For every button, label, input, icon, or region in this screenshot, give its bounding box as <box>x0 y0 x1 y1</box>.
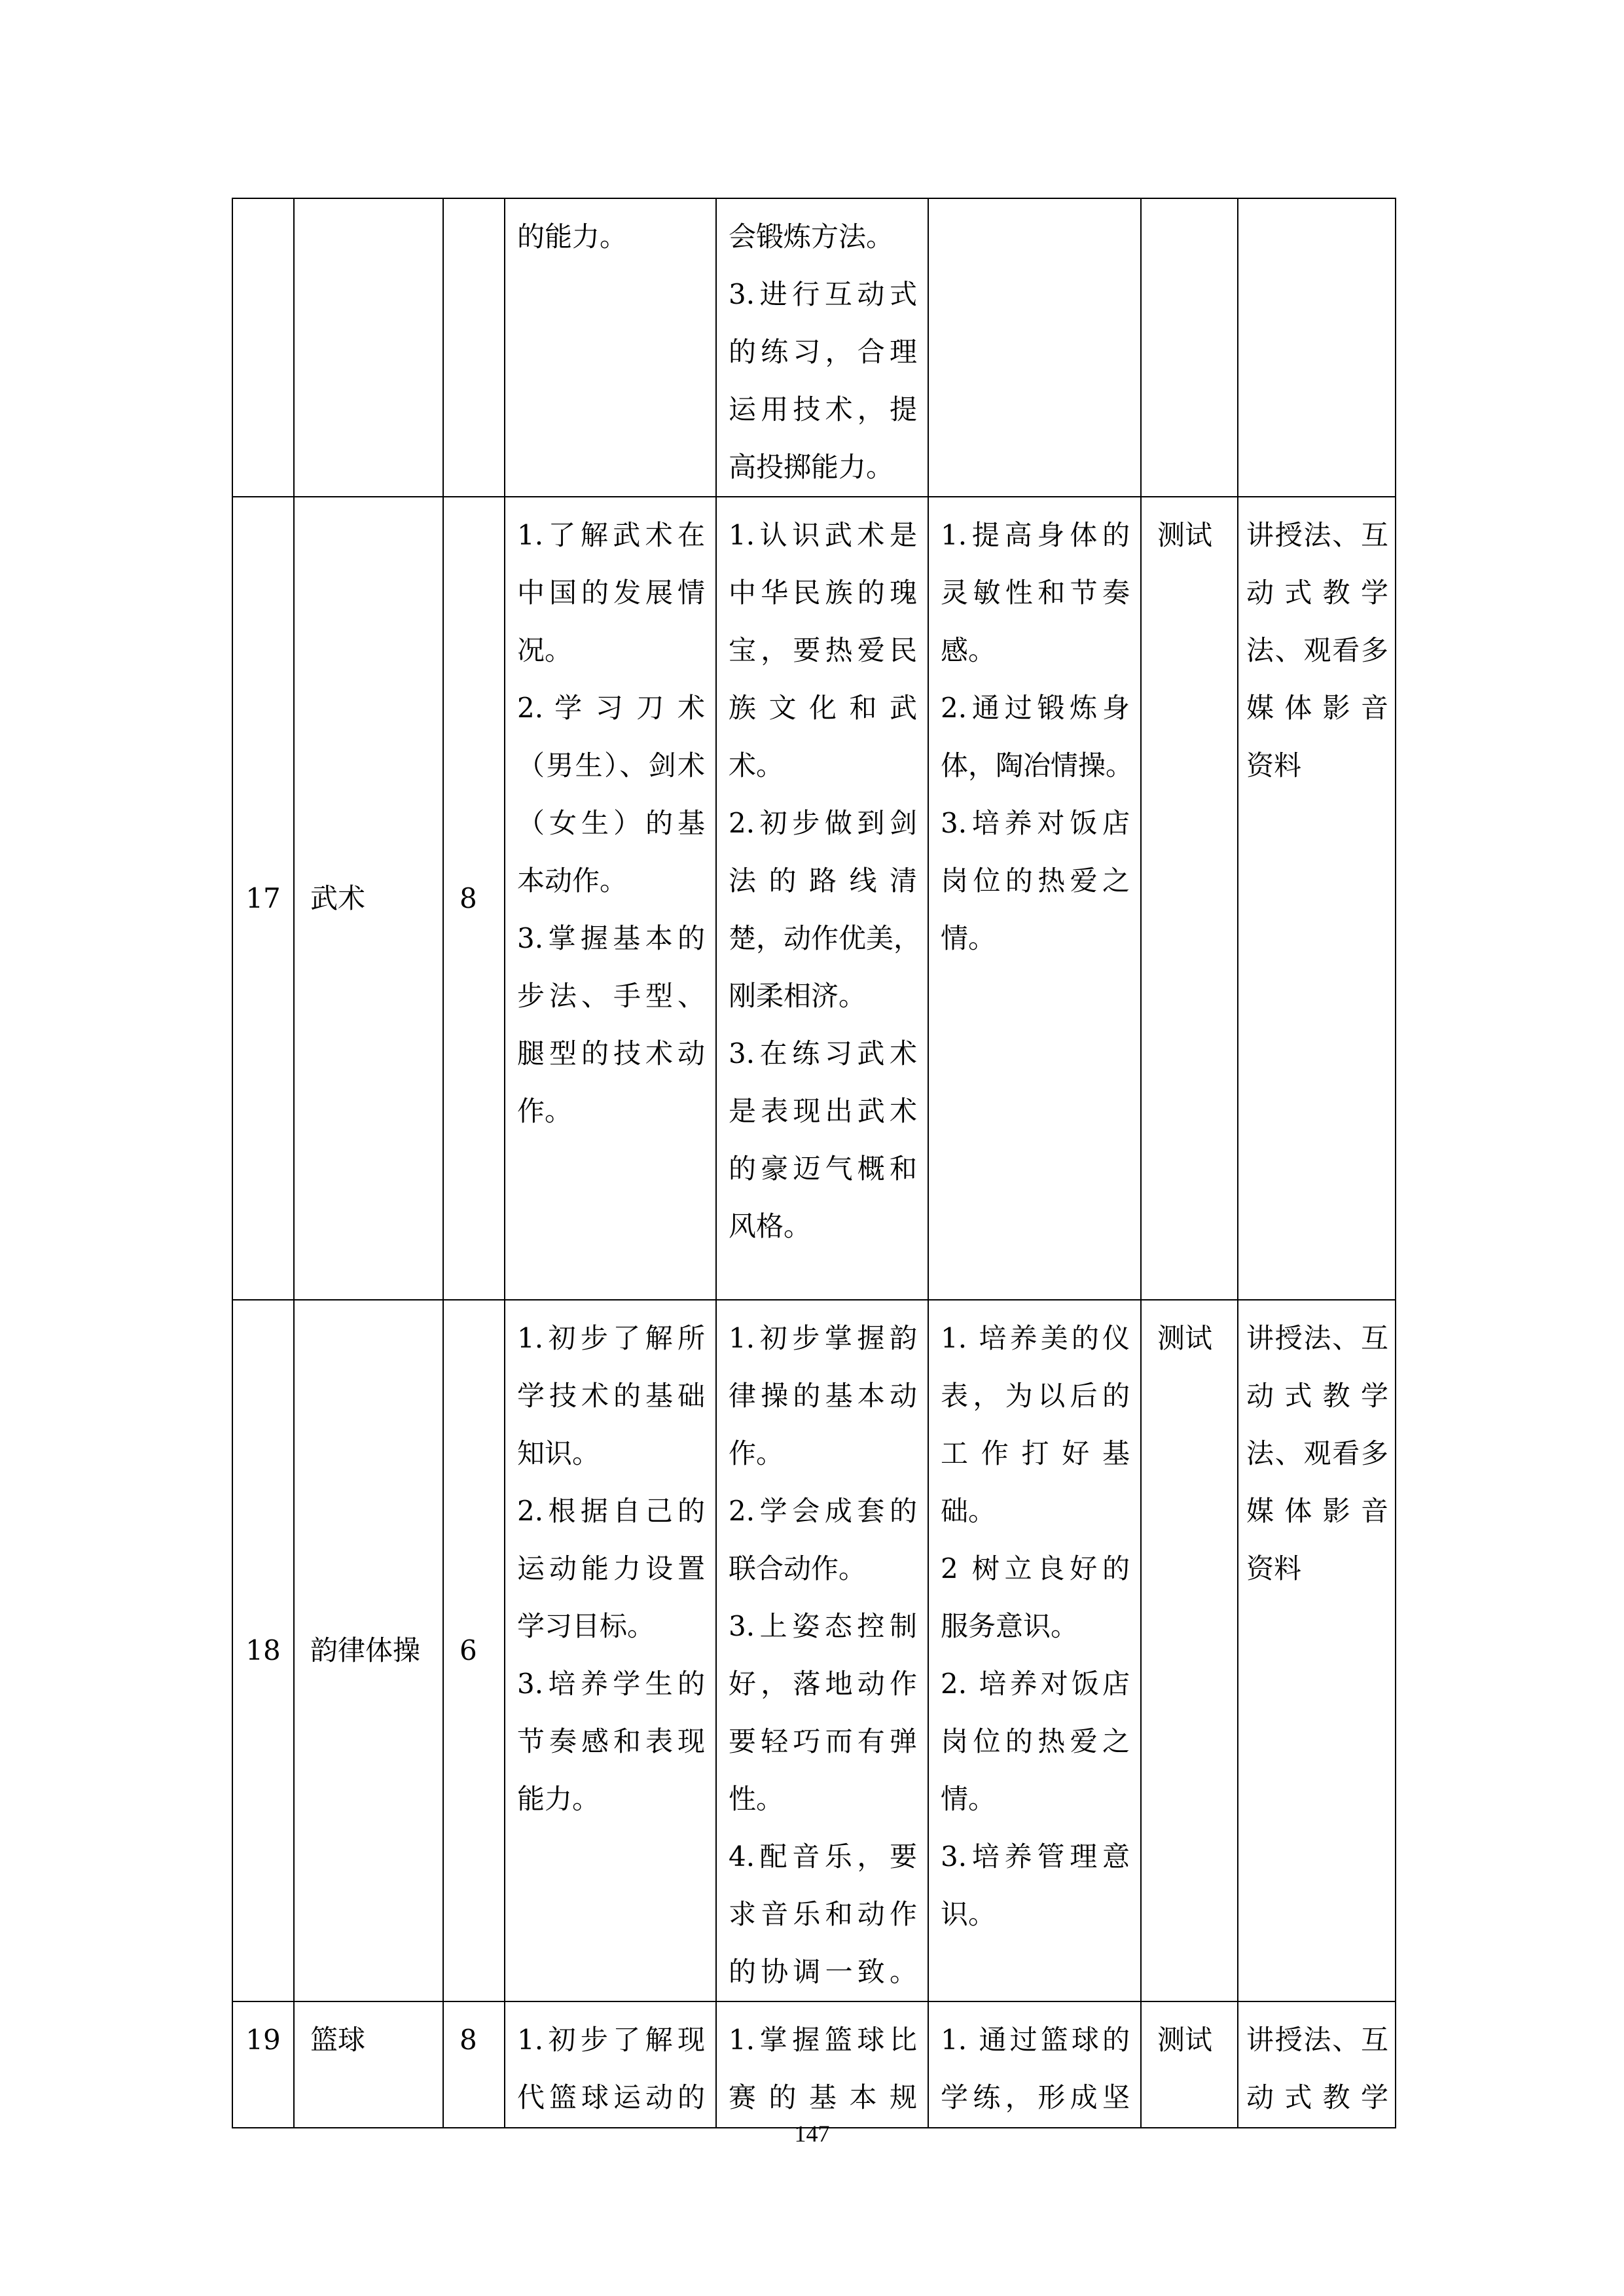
cell-line: 感。 <box>941 634 996 666</box>
table-row <box>232 1300 1396 2001</box>
assessment-cell <box>1141 2001 1238 2128</box>
cell-line: 求音乐和动作 <box>729 1898 917 1930</box>
cell-line: 步法、手型、 <box>517 980 705 1012</box>
cell-line: 学习目标。 <box>517 1610 655 1642</box>
cell-line: 赛 的 基 本 规 <box>729 2081 917 2113</box>
cell-line: 资料 <box>1246 749 1302 781</box>
cell-line: 资料 <box>1246 1552 1302 1585</box>
cell-line: 1.认识武术是 <box>729 519 917 551</box>
cell-line: 高投掷能力。 <box>729 451 894 483</box>
cell-line: 1.了解武术在 <box>517 519 705 551</box>
cell-line: 3.在练习武术 <box>729 1037 917 1069</box>
assessment-value: 测试 <box>1157 1322 1213 1354</box>
cell-line: 学技术的基础 <box>517 1380 705 1412</box>
cell-line: 4.配音乐，要 <box>729 1840 917 1873</box>
cell-line: 识。 <box>941 1898 996 1930</box>
cell-line: 本动作。 <box>517 865 628 897</box>
cell-line: 能力。 <box>517 1783 600 1815</box>
table-row <box>232 198 1396 497</box>
cell-line: 岗位的热爱之 <box>941 1725 1130 1757</box>
cell-line: 3.进行互动式 <box>729 278 917 310</box>
cell-line: 表，为以后的 <box>941 1380 1130 1412</box>
name-cell <box>294 198 443 497</box>
hours-value: 8 <box>460 882 477 914</box>
cell-line: 况。 <box>517 634 573 666</box>
cell-line: 2. 学 习 刀 术 <box>517 692 705 724</box>
knowledge-cell <box>505 497 716 1300</box>
cell-line: 代篮球运动的 <box>517 2081 705 2113</box>
cell-line: 动式教学 <box>1246 2081 1388 2113</box>
cell-line: 1.初步了解现 <box>517 2024 705 2056</box>
cell-line: （男生）、剑术 <box>517 749 705 781</box>
cell-line: 联合动作。 <box>729 1552 867 1585</box>
cell-line: 中国的发展情 <box>517 577 705 609</box>
cell-line: 法、观看多 <box>1246 1437 1388 1469</box>
assessment-value: 测试 <box>1157 2024 1213 2056</box>
cell-line: 作。 <box>729 1437 784 1469</box>
quality-cell <box>928 1300 1141 2001</box>
table-row <box>232 2001 1396 2128</box>
hours-value: 6 <box>460 1634 477 1666</box>
cell-line: 灵敏性和节奏 <box>941 577 1130 609</box>
cell-line: 2. 培养对饭店 <box>941 1668 1130 1700</box>
knowledge-cell <box>505 2001 716 2128</box>
skills-cell <box>716 198 928 497</box>
cell-line: 腿型的技术动 <box>517 1037 705 1069</box>
cell-line: 讲授法、互 <box>1246 1322 1388 1354</box>
knowledge-cell <box>505 1300 716 2001</box>
quality-cell <box>928 2001 1141 2128</box>
hours-cell <box>443 198 505 497</box>
table-row <box>232 497 1396 1300</box>
cell-line: 情。 <box>941 922 996 954</box>
cell-line: 性。 <box>729 1783 784 1815</box>
methods-cell <box>1238 1300 1396 2001</box>
cell-line: 风格。 <box>729 1210 812 1242</box>
hours-cell <box>443 2001 505 2128</box>
cell-line: 3.培养学生的 <box>517 1668 705 1700</box>
cell-line: 楚，动作优美， <box>729 922 922 954</box>
cell-line: （女生）的基 <box>517 807 705 839</box>
hours-cell <box>443 1300 505 2001</box>
cell-line: 节奏感和表现 <box>517 1725 705 1757</box>
skills-cell <box>716 497 928 1300</box>
cell-line: 3.上姿态控制 <box>729 1610 917 1642</box>
name-cell <box>294 2001 443 2128</box>
row-number: 19 <box>245 2024 281 2056</box>
cell-line: 3.培养管理意 <box>941 1840 1130 1873</box>
cell-line: 1. 培养美的仪 <box>941 1322 1130 1354</box>
cell-line: 2.根据自己的 <box>517 1495 705 1527</box>
cell-line: 律操的基本动 <box>729 1380 917 1412</box>
cell-line: 学练，形成坚 <box>941 2081 1130 2113</box>
cell-line: 体，陶冶情操。 <box>941 749 1134 781</box>
cell-line: 运用技术，提 <box>729 393 917 425</box>
assessment-cell <box>1141 1300 1238 2001</box>
cell-line: 媒体影音 <box>1246 692 1388 724</box>
cell-line: 法 的 路 线 清 <box>729 865 917 897</box>
skills-cell <box>716 2001 928 2128</box>
course-name: 韵律体操 <box>310 1634 421 1666</box>
cell-line: 动式教学 <box>1246 577 1388 609</box>
cell-line: 动式教学 <box>1246 1380 1388 1412</box>
cell-line: 刚柔相济。 <box>729 980 867 1012</box>
hours-cell <box>443 497 505 1300</box>
cell-line: 2.学会成套的 <box>729 1495 917 1527</box>
curriculum-table <box>232 198 1396 2128</box>
cell-line: 工 作 打 好 基 <box>941 1437 1130 1469</box>
cell-line: 术。 <box>729 749 784 781</box>
cell-line: 2.初步做到剑 <box>729 807 917 839</box>
cell-line: 的练习，合理 <box>729 336 917 368</box>
cell-line: 服务意识。 <box>941 1610 1079 1642</box>
cell-line: 2.通过锻炼身 <box>941 692 1130 724</box>
cell-line: 础。 <box>941 1495 996 1527</box>
methods-cell <box>1238 198 1396 497</box>
cell-line: 的豪迈气概和 <box>729 1153 917 1185</box>
cell-line: 中华民族的瑰 <box>729 577 917 609</box>
cell-line: 会锻炼方法。 <box>729 221 894 253</box>
cell-line: 讲授法、互 <box>1246 2024 1388 2056</box>
cell-line: 媒体影音 <box>1246 1495 1388 1527</box>
number-cell: 18 <box>232 1300 294 2001</box>
page-number: 147 <box>794 2121 830 2147</box>
cell-line: 1.掌握篮球比 <box>729 2024 917 2056</box>
name-cell <box>294 1300 443 2001</box>
cell-line: 情。 <box>941 1783 996 1815</box>
course-name: 武术 <box>310 882 366 914</box>
cell-line: 岗位的热爱之 <box>941 865 1130 897</box>
assessment-value: 测试 <box>1157 519 1213 551</box>
hours-value: 8 <box>460 2024 477 2056</box>
number-cell: 17 <box>232 497 294 1300</box>
quality-cell <box>928 497 1141 1300</box>
knowledge-cell <box>505 198 716 497</box>
assessment-cell <box>1141 497 1238 1300</box>
cell-line: 的协调一致。 <box>729 1956 917 1988</box>
cell-line: 族 文 化 和 武 <box>729 692 917 724</box>
cell-line: 好，落地动作 <box>729 1668 917 1700</box>
cell-line: 2 树立良好的 <box>941 1552 1130 1585</box>
quality-cell <box>928 198 1141 497</box>
methods-cell <box>1238 497 1396 1300</box>
cell-line: 3.培养对饭店 <box>941 807 1130 839</box>
cell-line: 作。 <box>517 1095 573 1127</box>
number-cell <box>232 2001 294 2128</box>
skills-cell <box>716 1300 928 2001</box>
cell-line: 的能力。 <box>517 221 628 253</box>
cell-line: 3.掌握基本的 <box>517 922 705 954</box>
name-cell <box>294 497 443 1300</box>
cell-line: 1. 通过篮球的 <box>941 2024 1130 2056</box>
cell-line: 1.初步了解所 <box>517 1322 705 1354</box>
methods-cell <box>1238 2001 1396 2128</box>
cell-line: 要轻巧而有弹 <box>729 1725 917 1757</box>
course-name: 篮球 <box>310 2024 366 2056</box>
cell-line: 讲授法、互 <box>1246 519 1388 551</box>
assessment-cell <box>1141 198 1238 497</box>
cell-line: 1.初步掌握韵 <box>729 1322 917 1354</box>
cell-line: 运动能力设置 <box>517 1552 705 1585</box>
number-cell <box>232 198 294 497</box>
cell-line: 宝，要热爱民 <box>729 634 917 666</box>
cell-line: 法、观看多 <box>1246 634 1388 666</box>
cell-line: 知识。 <box>517 1437 600 1469</box>
cell-line: 是表现出武术 <box>729 1095 917 1127</box>
cell-line: 1.提高身体的 <box>941 519 1130 551</box>
